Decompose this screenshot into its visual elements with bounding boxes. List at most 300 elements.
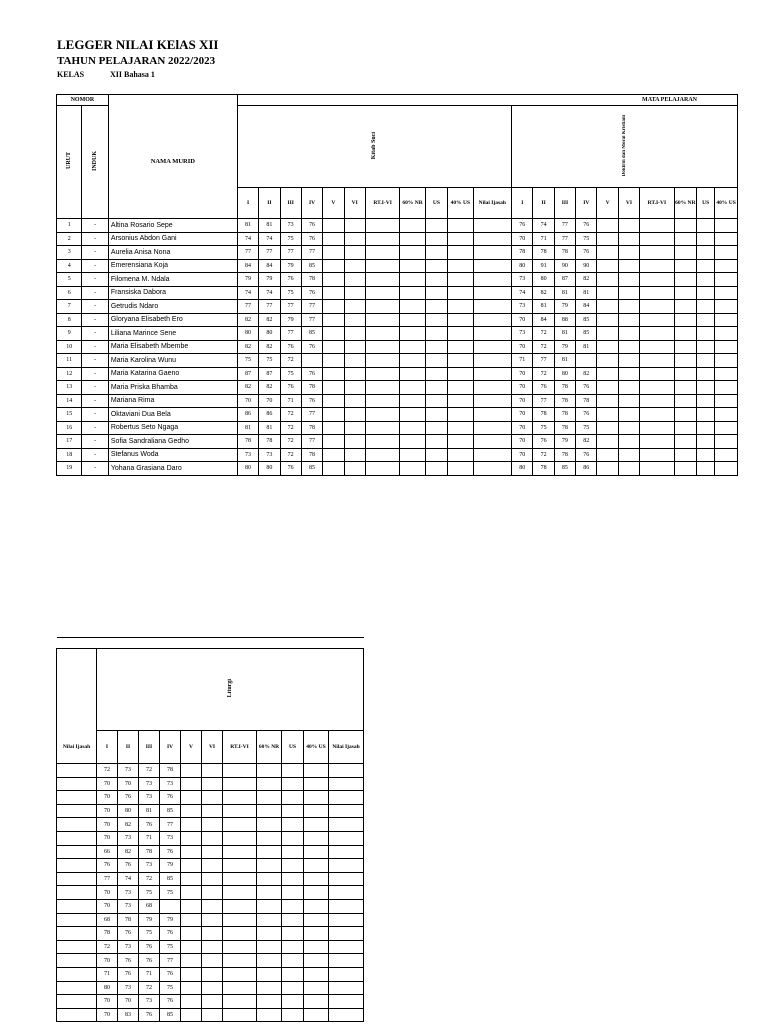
- grade-cell: [323, 448, 344, 462]
- nilai-ijasah-cell: [57, 995, 97, 1009]
- grade-cell: [181, 777, 202, 791]
- grade-cell: [715, 300, 738, 314]
- grade-cell: 79: [160, 913, 181, 927]
- grade-cell: [425, 259, 447, 273]
- grade-cell: 76: [280, 340, 301, 354]
- grade-cell: [448, 219, 473, 233]
- grade-cell: 78: [97, 927, 118, 941]
- grade-cell: [257, 927, 282, 941]
- grade-cell: 70: [237, 394, 258, 408]
- grade-cell: 88: [554, 313, 575, 327]
- grade-cell: [202, 831, 223, 845]
- grade-cell: [257, 859, 282, 873]
- col-header: 40% US: [715, 188, 738, 219]
- grade-cell: [400, 408, 425, 422]
- grade-cell: [425, 340, 447, 354]
- student-name: Aurelia Anisa Nona: [108, 246, 237, 260]
- grade-cell: [282, 859, 304, 873]
- grade-cell: [425, 421, 447, 435]
- student-name: Oktaviani Dua Bela: [108, 408, 237, 422]
- table-row: [57, 273, 738, 287]
- grade-cell: 79: [554, 435, 575, 449]
- grade-cell: [365, 313, 400, 327]
- class-value: XII Bahasa 1: [110, 70, 155, 79]
- grade-cell: [640, 300, 675, 314]
- row-number: 1: [57, 219, 82, 233]
- grade-cell: [323, 273, 344, 287]
- grade-cell: [696, 354, 714, 368]
- grade-cell: [400, 327, 425, 341]
- grade-cell: [181, 818, 202, 832]
- student-name: Mariana Rima: [108, 394, 237, 408]
- induk-cell: -: [82, 462, 108, 476]
- grade-cell: 78: [533, 462, 554, 476]
- grade-cell: [473, 313, 512, 327]
- grade-cell: 85: [301, 327, 322, 341]
- table-row: [57, 764, 364, 778]
- grade-cell: [323, 340, 344, 354]
- induk-cell: -: [82, 448, 108, 462]
- grade-cell: [696, 462, 714, 476]
- row-number: 12: [57, 367, 82, 381]
- grade-cell: [304, 981, 329, 995]
- grade-cell: [696, 381, 714, 395]
- grade-cell: [473, 219, 512, 233]
- grade-cell: [597, 435, 618, 449]
- grade-cell: [181, 872, 202, 886]
- grade-cell: [181, 845, 202, 859]
- grade-cell: [202, 981, 223, 995]
- grade-cell: [400, 259, 425, 273]
- grade-cell: [597, 408, 618, 422]
- grade-cell: [597, 313, 618, 327]
- grade-cell: 82: [237, 381, 258, 395]
- grade-cell: [223, 981, 257, 995]
- grade-cell: 76: [118, 967, 139, 981]
- grade-cell: 72: [280, 421, 301, 435]
- grade-cell: 72: [280, 408, 301, 422]
- grade-cell: [597, 327, 618, 341]
- grade-cell: 76: [280, 462, 301, 476]
- grade-cell: [618, 448, 639, 462]
- nilai-ijasah-cell: [57, 1008, 97, 1022]
- grade-cell: [344, 273, 365, 287]
- grade-cell: [674, 367, 696, 381]
- grade-cell: [223, 1008, 257, 1022]
- grade-cell: [223, 818, 257, 832]
- grade-cell: 70: [118, 777, 139, 791]
- grade-cell: [282, 831, 304, 845]
- grade-cell: [329, 967, 364, 981]
- grade-cell: 74: [259, 232, 280, 246]
- grade-cell: [696, 367, 714, 381]
- grade-cell: [640, 367, 675, 381]
- grade-cell: [674, 394, 696, 408]
- grade-cell: [323, 354, 344, 368]
- top-rule: [57, 638, 364, 649]
- table-row: [57, 448, 738, 462]
- grade-cell: [344, 448, 365, 462]
- table-row: [57, 791, 364, 805]
- grade-cell: 76: [139, 940, 160, 954]
- grade-cell: [329, 913, 364, 927]
- grade-cell: [304, 872, 329, 886]
- grade-cell: [323, 300, 344, 314]
- grade-cell: [181, 791, 202, 805]
- grade-cell: [425, 394, 447, 408]
- grade-cell: [223, 899, 257, 913]
- table-row: [57, 899, 364, 913]
- grade-cell: [473, 462, 512, 476]
- grade-cell: 78: [533, 246, 554, 260]
- grade-cell: 73: [118, 831, 139, 845]
- grade-cell: [473, 327, 512, 341]
- grade-cell: 73: [512, 300, 533, 314]
- grade-cell: [425, 286, 447, 300]
- induk-cell: -: [82, 340, 108, 354]
- grade-cell: [696, 219, 714, 233]
- grade-cell: [640, 408, 675, 422]
- grade-cell: 87: [554, 273, 575, 287]
- table-row: [57, 219, 738, 233]
- grade-cell: 70: [512, 340, 533, 354]
- grade-cell: [329, 872, 364, 886]
- grade-cell: 85: [301, 462, 322, 476]
- row-number: 4: [57, 259, 82, 273]
- grade-cell: [282, 845, 304, 859]
- grade-cell: [618, 313, 639, 327]
- grade-cell: [640, 394, 675, 408]
- grade-cell: [202, 899, 223, 913]
- grade-cell: [448, 286, 473, 300]
- grade-cell: 70: [97, 995, 118, 1009]
- grade-cell: [365, 327, 400, 341]
- grade-cell: [344, 219, 365, 233]
- grade-cell: [365, 273, 400, 287]
- student-name: Arsonius Abdon Gani: [108, 232, 237, 246]
- grade-cell: [597, 354, 618, 368]
- nilai-ijasah-cell: [57, 764, 97, 778]
- grade-cell: [696, 232, 714, 246]
- grade-cell: 78: [576, 394, 597, 408]
- induk-cell: -: [82, 246, 108, 260]
- grade-cell: [202, 859, 223, 873]
- grade-cell: [425, 435, 447, 449]
- student-name: Stefanus Woda: [108, 448, 237, 462]
- grade-cell: [674, 435, 696, 449]
- grade-cell: [365, 300, 400, 314]
- grade-cell: [365, 394, 400, 408]
- col-header: I: [97, 731, 118, 764]
- grade-cell: [181, 831, 202, 845]
- grade-cell: [202, 927, 223, 941]
- grade-cell: [674, 340, 696, 354]
- grade-cell: 82: [237, 340, 258, 354]
- grade-cell: [618, 408, 639, 422]
- induk-cell: -: [82, 232, 108, 246]
- col-header: VI: [202, 731, 223, 764]
- grade-cell: [400, 394, 425, 408]
- grade-cell: [597, 232, 618, 246]
- grade-cell: [282, 1008, 304, 1022]
- grade-cell: [400, 367, 425, 381]
- grade-cell: 84: [237, 259, 258, 273]
- table-row: [57, 804, 364, 818]
- induk-cell: -: [82, 394, 108, 408]
- grade-cell: 70: [259, 394, 280, 408]
- grade-cell: [448, 408, 473, 422]
- nilai-ijasah-cell: [57, 859, 97, 873]
- grade-cell: [257, 899, 282, 913]
- grade-cell: [365, 340, 400, 354]
- table-row: [57, 831, 364, 845]
- row-number: 9: [57, 327, 82, 341]
- grade-cell: [715, 408, 738, 422]
- grade-cell: [715, 448, 738, 462]
- grade-cell: [181, 954, 202, 968]
- grade-cell: 80: [118, 804, 139, 818]
- grade-cell: [257, 954, 282, 968]
- grade-cell: [223, 940, 257, 954]
- nilai-ijasah-cell: [57, 845, 97, 859]
- nilai-ijasah-cell: [57, 886, 97, 900]
- grade-cell: 72: [97, 940, 118, 954]
- grade-cell: [304, 804, 329, 818]
- grade-cell: [282, 777, 304, 791]
- student-name: Liliana Marince Sene: [108, 327, 237, 341]
- grade-cell: 76: [139, 1008, 160, 1022]
- liturgi-grade-table: [56, 637, 364, 1022]
- grade-cell: 72: [139, 764, 160, 778]
- table-row: [57, 259, 738, 273]
- student-name: Gloryana Elisabeth Ero: [108, 313, 237, 327]
- grade-cell: 84: [576, 300, 597, 314]
- grade-cell: [400, 286, 425, 300]
- student-name-header: NAMA MURID: [108, 106, 237, 219]
- grade-cell: [696, 327, 714, 341]
- grade-cell: 68: [97, 913, 118, 927]
- grade-cell: [304, 777, 329, 791]
- row-number: 3: [57, 246, 82, 260]
- table-row: [57, 232, 738, 246]
- table-row: [57, 381, 738, 395]
- grade-cell: 77: [280, 246, 301, 260]
- grade-cell: 76: [301, 232, 322, 246]
- grade-cell: 70: [97, 954, 118, 968]
- grade-cell: 73: [512, 273, 533, 287]
- nilai-ijasah-cell: [57, 872, 97, 886]
- grade-cell: [674, 286, 696, 300]
- grade-cell: 80: [237, 462, 258, 476]
- row-number: 15: [57, 408, 82, 422]
- col-header: 40% US: [304, 731, 329, 764]
- col-header: RT.I-VI: [365, 188, 400, 219]
- nilai-ijasah-cell: [57, 927, 97, 941]
- grade-cell: [715, 232, 738, 246]
- grade-cell: [329, 995, 364, 1009]
- grade-cell: [181, 899, 202, 913]
- grade-cell: [425, 367, 447, 381]
- nilai-ijasah-cell: [57, 804, 97, 818]
- grade-cell: [597, 219, 618, 233]
- nilai-ijasah-cell: [57, 913, 97, 927]
- grade-cell: 79: [280, 259, 301, 273]
- grade-cell: [696, 313, 714, 327]
- induk-cell: -: [82, 354, 108, 368]
- student-name: Sofia Sandraliana Gedho: [108, 435, 237, 449]
- grade-cell: [181, 940, 202, 954]
- table-row: [57, 981, 364, 995]
- grade-cell: [715, 381, 738, 395]
- grade-cell: [181, 927, 202, 941]
- grade-cell: [473, 259, 512, 273]
- grade-cell: [323, 462, 344, 476]
- grade-cell: 76: [160, 791, 181, 805]
- student-name: Maria Elisabeth Mbembe: [108, 340, 237, 354]
- grade-cell: [473, 394, 512, 408]
- table-row: [57, 394, 738, 408]
- grade-cell: [715, 354, 738, 368]
- nilai-ijasah-cell: [57, 981, 97, 995]
- grade-cell: [473, 435, 512, 449]
- grade-cell: 68: [139, 899, 160, 913]
- induk-cell: -: [82, 273, 108, 287]
- grade-cell: 76: [301, 286, 322, 300]
- grade-cell: 75: [576, 421, 597, 435]
- grade-cell: [323, 286, 344, 300]
- grade-cell: [257, 995, 282, 1009]
- grade-cell: [304, 954, 329, 968]
- grade-cell: [696, 448, 714, 462]
- nilai-ijasah-cell: [57, 899, 97, 913]
- grade-cell: 79: [554, 300, 575, 314]
- grade-cell: 70: [97, 777, 118, 791]
- student-name: Maria Priska Bhamba: [108, 381, 237, 395]
- grade-cell: [344, 340, 365, 354]
- grade-cell: [640, 354, 675, 368]
- row-number: 7: [57, 300, 82, 314]
- grade-cell: [448, 273, 473, 287]
- grade-cell: [365, 435, 400, 449]
- grade-cell: [344, 286, 365, 300]
- grade-cell: 70: [512, 394, 533, 408]
- grade-cell: [282, 954, 304, 968]
- grade-cell: [473, 246, 512, 260]
- grade-cell: [640, 259, 675, 273]
- grade-cell: 79: [554, 340, 575, 354]
- grade-cell: [715, 340, 738, 354]
- grade-cell: 72: [97, 764, 118, 778]
- student-name: Yohana Grasiana Daro: [108, 462, 237, 476]
- induk-cell: -: [82, 408, 108, 422]
- grade-cell: [715, 246, 738, 260]
- grade-cell: 76: [576, 448, 597, 462]
- grade-cell: [282, 899, 304, 913]
- grade-cell: [674, 246, 696, 260]
- grade-cell: [715, 435, 738, 449]
- grade-cell: [425, 381, 447, 395]
- subject-kitab-suci: Kitab Suci: [237, 106, 511, 188]
- table-row: [57, 286, 738, 300]
- table-row: [57, 777, 364, 791]
- academic-year: TAHUN PELAJARAN 2022/2023: [57, 55, 216, 67]
- row-number: 14: [57, 394, 82, 408]
- grade-cell: 78: [237, 435, 258, 449]
- grade-cell: 81: [237, 421, 258, 435]
- grade-cell: [329, 831, 364, 845]
- grade-cell: 78: [301, 381, 322, 395]
- grade-cell: 78: [512, 246, 533, 260]
- grade-cell: [365, 462, 400, 476]
- nomor-header: NOMOR: [57, 95, 109, 106]
- grade-cell: [323, 232, 344, 246]
- col-header: US: [425, 188, 447, 219]
- grade-cell: 76: [118, 859, 139, 873]
- table-row: [57, 421, 738, 435]
- col-header: RT.I-VI: [223, 731, 257, 764]
- grade-cell: 80: [237, 327, 258, 341]
- grade-cell: 74: [533, 219, 554, 233]
- grade-cell: [329, 940, 364, 954]
- grade-cell: [304, 859, 329, 873]
- grade-cell: 87: [259, 367, 280, 381]
- grade-cell: [640, 246, 675, 260]
- grade-cell: 78: [160, 764, 181, 778]
- grade-cell: [674, 408, 696, 422]
- grade-cell: [425, 300, 447, 314]
- grade-cell: [323, 313, 344, 327]
- col-header: IV: [160, 731, 181, 764]
- grade-cell: 76: [160, 995, 181, 1009]
- grade-cell: [448, 394, 473, 408]
- grade-cell: 78: [301, 448, 322, 462]
- induk-header: INDUK: [82, 106, 108, 219]
- grade-cell: [448, 367, 473, 381]
- blank-header: [57, 649, 97, 731]
- grade-cell: [448, 313, 473, 327]
- table-row: [57, 940, 364, 954]
- grade-cell: 73: [139, 777, 160, 791]
- grade-cell: [257, 831, 282, 845]
- grade-cell: [715, 327, 738, 341]
- grade-cell: [282, 791, 304, 805]
- grade-cell: [304, 995, 329, 1009]
- grade-cell: [696, 340, 714, 354]
- grade-cell: 72: [139, 872, 160, 886]
- grade-cell: [344, 354, 365, 368]
- grade-cell: 80: [512, 259, 533, 273]
- grade-cell: 78: [259, 435, 280, 449]
- grade-cell: [301, 354, 322, 368]
- grade-cell: [304, 791, 329, 805]
- grade-cell: [640, 232, 675, 246]
- table-row: [57, 954, 364, 968]
- grade-cell: 70: [512, 448, 533, 462]
- grade-cell: [618, 327, 639, 341]
- student-name: Emerensiana Koja: [108, 259, 237, 273]
- grade-cell: 91: [533, 259, 554, 273]
- row-number: 5: [57, 273, 82, 287]
- grade-cell: [223, 954, 257, 968]
- grade-cell: [202, 818, 223, 832]
- grade-cell: [181, 995, 202, 1009]
- grade-cell: 72: [533, 327, 554, 341]
- grade-cell: 76: [118, 791, 139, 805]
- grade-cell: [257, 967, 282, 981]
- grade-cell: [323, 327, 344, 341]
- grade-cell: 76: [576, 246, 597, 260]
- grade-cell: [257, 913, 282, 927]
